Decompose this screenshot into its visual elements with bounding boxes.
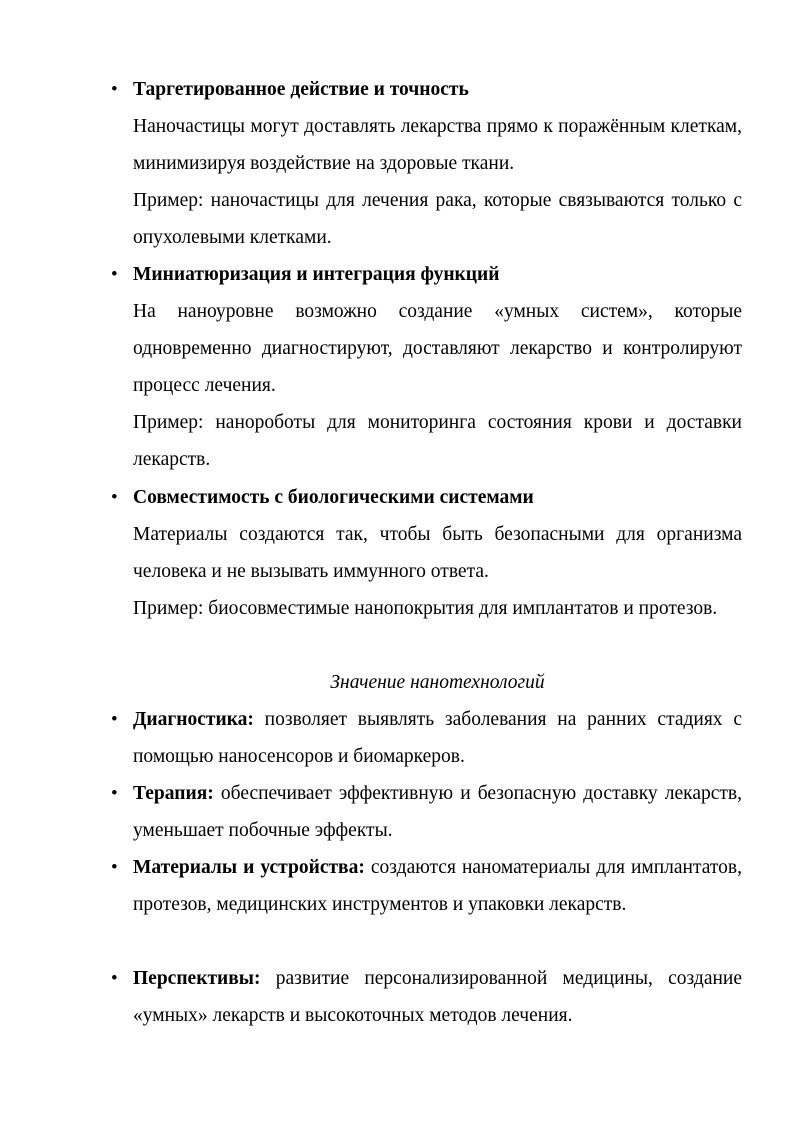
section-compatibility xyxy=(111,479,742,627)
section-example: Пример: наночастицы для лечения рака, которые связываются только с опухолевыми клетками. xyxy=(133,190,742,248)
significance-title: Значение нанотехнологий xyxy=(330,672,545,693)
item-term: Диагностика: xyxy=(133,709,254,730)
section-heading: Совместимость с биологическими системами xyxy=(133,487,534,508)
significance-item-therapy xyxy=(111,775,742,849)
section-targeting xyxy=(111,71,742,256)
section-example: Пример: биосовместимые нанопокрытия для имплантатов и протезов. xyxy=(133,598,718,619)
section-example: Пример: нанороботы для мониторинга состояния крови и доставки лекарств. xyxy=(133,412,742,470)
item-term: Материалы и устройства: xyxy=(133,857,365,878)
item-term: Терапия: xyxy=(133,783,214,804)
item-text: обеспечивает эффективную и безопасную доставку лекарств, уменьшает побочные эффекты. xyxy=(133,783,742,841)
bullet-icon: • xyxy=(111,857,118,878)
bullet-icon: • xyxy=(111,264,118,285)
bullet-icon: • xyxy=(111,783,118,804)
item-text: позволяет выявлять заболевания на ранних стадиях с помощью наносенсоров и биомаркеров. xyxy=(133,709,742,767)
section-heading: Миниатюризация и интеграция функций xyxy=(133,264,500,285)
bullet-icon: • xyxy=(111,709,118,730)
item-text: развитие персонализированной медицины, создание «умных» лекарств и высокоточных методов лечения. xyxy=(133,968,742,1026)
bullet-icon: • xyxy=(111,79,118,100)
section-text: На наноуровне возможно создание «умных систем», которые одновременно диагностируют, доставляют лекарство и контролируют процесс лечения. xyxy=(133,301,742,396)
significance-item-materials xyxy=(111,849,742,923)
item-text: создаются наноматериалы для имплантатов, протезов, медицинских инструментов и упаковки лекарств. xyxy=(133,857,742,915)
bullet-icon: • xyxy=(111,487,118,508)
section-text: Наночастицы могут доставлять лекарства прямо к поражённым клеткам, минимизируя воздействие на здоровые ткани. xyxy=(133,116,742,174)
item-term: Перспективы: xyxy=(133,968,261,989)
section-text: Материалы создаются так, чтобы быть безопасными для организма человека и не вызывать иммунного ответа. xyxy=(133,524,742,582)
bullet-icon: • xyxy=(111,968,118,989)
section-miniaturization xyxy=(111,256,742,478)
significance-item-diagnostics xyxy=(111,701,742,775)
section-heading: Таргетированное действие и точность xyxy=(133,79,469,100)
significance-item-perspectives xyxy=(111,960,742,1034)
